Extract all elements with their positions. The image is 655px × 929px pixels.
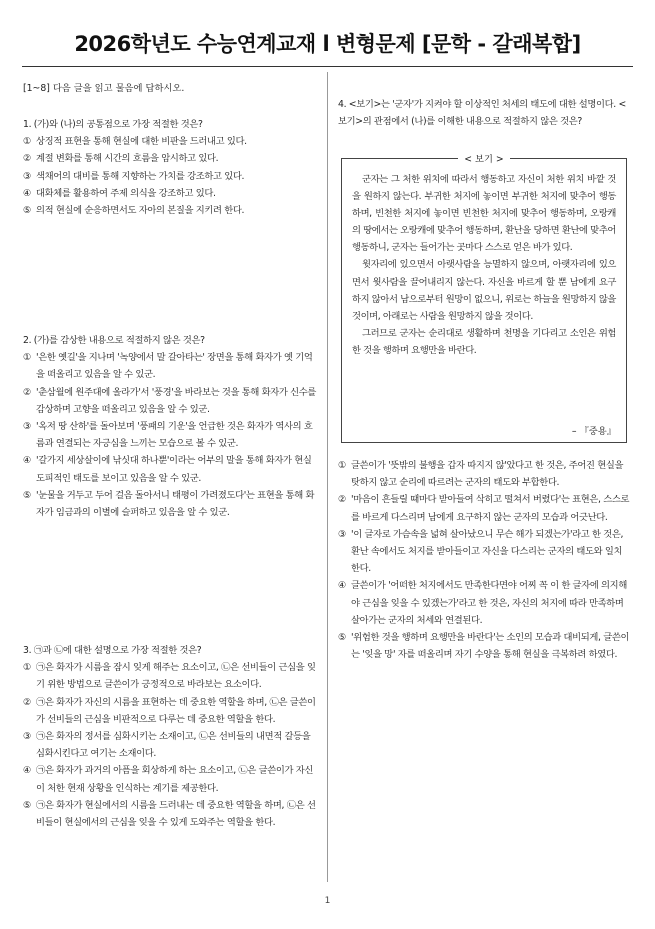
question-2-stem: 2. (가)를 감상한 내용으로 적절하지 않은 것은? — [23, 335, 205, 346]
question-4-option-2[interactable]: ② '마음이 흔들릴 때마다 받아들여 삭히고 떨쳐서 버렸다'는 표현은, 스스로를 바르게 다스리며 남에게 요구하지 않는 군자의 모습과 어긋난다. — [338, 494, 630, 523]
question-4-option-5[interactable]: ⑤ '위험한 것을 행하며 요행만을 바란다'는 소인의 모습과 대비되게, 글쓴이는 '잊을 망' 자를 떠올리며 자기 수양을 통해 현실을 극복하려 하였다. — [338, 632, 630, 661]
page-number: 1 — [324, 896, 331, 906]
question-3 — [23, 642, 318, 831]
question-1-stem: 1. (가)와 (나)의 공통점으로 가장 적절한 것은? — [23, 119, 203, 130]
question-2-option-3[interactable]: ③ '옥저 땅 산하'를 돌아보며 '풍패의 기운'을 언급한 것은 화자가 역사의 흐름과 연결되는 자긍심을 느끼는 모습으로 볼 수 있군. — [23, 421, 313, 450]
question-2-option-4[interactable]: ④ '갈가지 세상살이에 낚싯대 하나뿐'이라는 어부의 말을 통해 화자가 현실 도피적인 태도를 보이고 있음을 알 수 있군. — [23, 455, 312, 484]
question-3-option-2[interactable]: ② ㉠은 화자가 자신의 시름을 표현하는 데 중요한 역할을 하며, ㉡은 글쓴이가 선비들의 근심을 비판적으로 다루는 데 중요한 역할을 한다. — [23, 696, 316, 725]
question-2 — [23, 332, 318, 521]
bogi-source: – 『중용』 — [571, 426, 616, 437]
bogi-paragraph: 군자는 그 처한 위치에 따라서 행동하고 자신이 처한 위치 바깥 것을 원하지 않는다. 부귀한 처지에 놓이면 부귀한 처지에 맞추어 행동하며, 빈천한 처지에 놓이면 빈천한 처지에 맞추어 행동하며, 오랑캐의 땅에서는 오랑캐에 맞추어 행동하며, 환난을 당하면 환난에 맞추어 행동하니, 군자는 들어가는 곳마다 스스로 얻은 바가 있다. — [352, 174, 616, 254]
column-divider — [327, 72, 328, 882]
header-rule — [22, 66, 633, 67]
passage-instruction: [1~8] 다음 글을 읽고 물음에 답하시오. — [23, 83, 185, 94]
question-4-option-4[interactable]: ④ 글쓴이가 '어떠한 처지에서도 만족한다면야 어찌 꼭 이 한 글자에 의지해야 근심을 잊을 수 있겠는가'라고 한 것은, 자신의 처지에 따라 만족하며 살아가는 군자의 처세와 연결된다. — [338, 580, 627, 626]
question-3-option-1[interactable]: ① ㉠은 화자가 시름을 잠시 잊게 해주는 요소이고, ㉡은 선비들이 근심을 잊기 위한 방법으로 글쓴이가 긍정적으로 바라보는 요소이다. — [23, 662, 316, 691]
bogi-body — [352, 171, 616, 359]
question-4-option-3[interactable]: ③ '이 글자로 가슴속을 넓혀 살아났으니 무슨 해가 되겠는가'라고 한 것은, 환난 속에서도 처지를 받아들이고 자신을 다스리는 군자의 태도와 일치한다. — [338, 528, 624, 575]
bogi-paragraph: 윗자리에 있으면서 아랫사람을 능멸하지 않으며, 아랫자리에 있으면서 윗사람을 끌어내리지 않는다. 자신을 바르게 할 뿐 남에게 요구하지 않아서 남으로부터 원망이 없으니, 위로는 하늘을 원망하지 않을 것이며, 아래로는 사람을 원망하지 않을 것이다. — [352, 259, 616, 322]
page-title: 2026학년도 수능연계교재 l 변형문제 [문학 - 갈래복합] — [74, 32, 581, 56]
question-3-option-5[interactable]: ⑤ ㉠은 화자가 현실에서의 시름을 드러내는 데 중요한 역할을 하며, ㉡은 선비들이 현실에서의 근심을 잊을 수 있게 도와주는 역할을 한다. — [23, 799, 316, 829]
bogi-paragraph: 그러므로 군자는 순리대로 생활하며 천명을 기다리고 소인은 위험한 것을 행하며 요행만을 바란다. — [352, 327, 616, 356]
question-1-option-1[interactable]: ① 상징적 표현을 통해 현실에 대한 비판을 드러내고 있다. — [23, 136, 247, 148]
question-1-option-5[interactable]: ⑤ 의적 현실에 순응하면서도 자아의 본질을 지키려 한다. — [23, 205, 245, 217]
question-2-option-5[interactable]: ⑤ '눈물을 거두고 두어 걸음 돌아서니 태평이 가려졌도다'는 표현을 통해 화자가 임금과의 이별에 슬퍼하고 있음을 알 수 있군. — [23, 489, 315, 519]
bogi-box — [341, 154, 627, 443]
question-2-option-2[interactable]: ② '춘삼월에 원주대에 올라가'서 '풍경'을 바라보는 것을 통해 화자가 신수를 감상하며 고향을 떠올리고 있음을 알 수 있군. — [23, 386, 316, 415]
question-3-option-4[interactable]: ④ ㉠은 화자가 과거의 아픔을 회상하게 하는 요소이고, ㉡은 글쓴이가 자신이 처한 현재 상황을 인식하는 계기를 제공한다. — [23, 765, 313, 794]
question-1 — [23, 116, 318, 219]
question-2-option-1[interactable]: ① '은한 옛길'을 지나며 '녹양에서 말 갈아타는' 장면을 통해 화자가 옛 기억을 떠올리고 있음을 알 수 있군. — [23, 352, 313, 381]
question-1-option-3[interactable]: ③ 색채어의 대비를 통해 지향하는 가치를 강조하고 있다. — [23, 170, 245, 182]
question-4-stem: 4. <보기>는 '군자'가 지켜야 할 이상적인 처세의 태도에 대한 설명이다. <보기>의 관점에서 (나)를 이해한 내용으로 적절하지 않은 것은? — [338, 99, 626, 128]
bogi-title: < 보기 > — [458, 154, 509, 165]
question-3-stem: 3. ㉠과 ㉡에 대한 설명으로 가장 적절한 것은? — [23, 645, 202, 656]
question-4-option-1[interactable]: ① 글쓴이가 '뜻밖의 불행을 갑자 따지지 않'았다고 한 것은, 주어진 현실을 탓하지 않고 순리에 따르려는 군자의 태도와 부합한다. — [338, 460, 624, 489]
question-1-option-4[interactable]: ④ 대화체를 활용하여 주제 의식을 강조하고 있다. — [23, 187, 216, 199]
question-1-option-2[interactable]: ② 계절 변화를 통해 시간의 흐름을 암시하고 있다. — [23, 153, 219, 165]
question-4-options — [338, 457, 630, 663]
question-3-option-3[interactable]: ③ ㉠은 화자의 정서를 심화시키는 소재이고, ㉡은 선비들의 내면적 갈등을 심화시킨다고 여기는 소재이다. — [23, 731, 311, 760]
